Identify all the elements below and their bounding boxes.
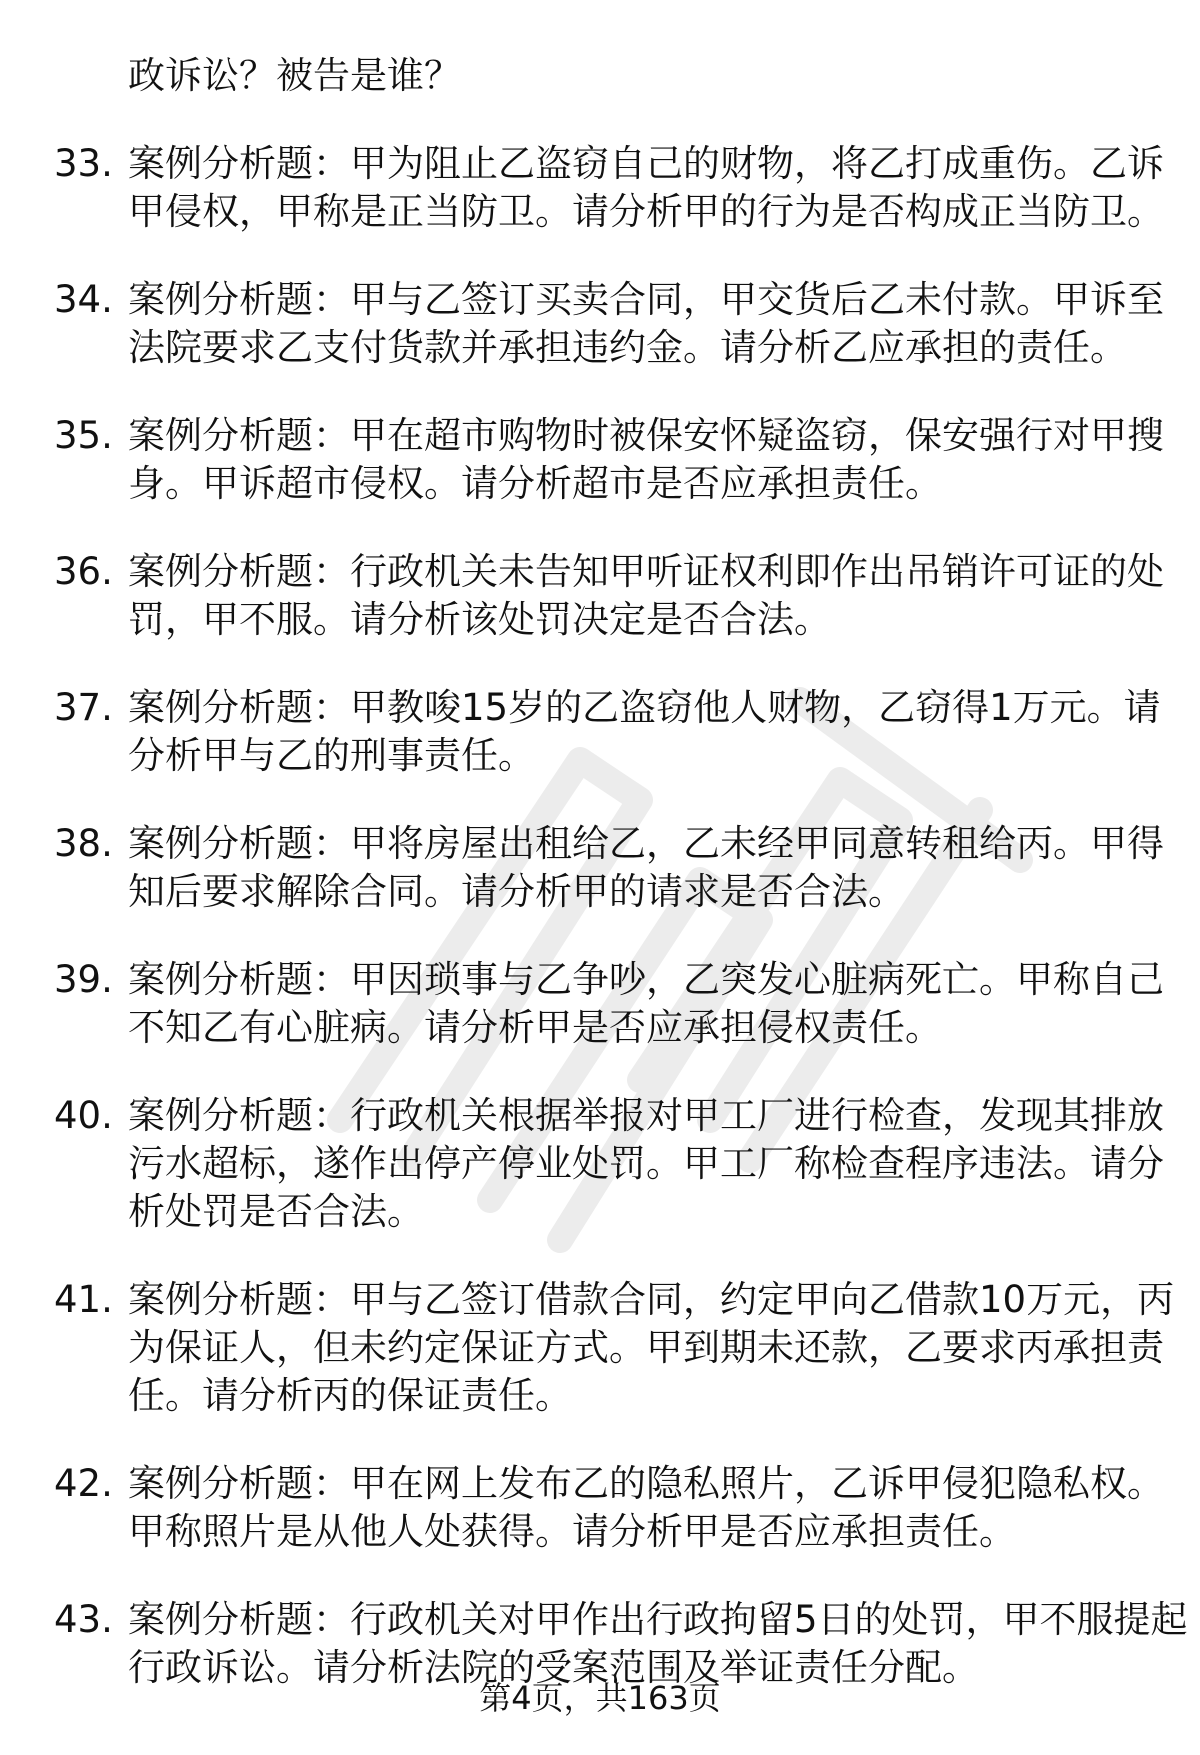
question-number: 42. — [54, 1462, 113, 1505]
question-text-line: 甲称照片是从他人处获得。请分析甲是否应承担责任。 — [128, 1510, 1016, 1553]
question-text-line: 案例分析题：甲在超市购物时被保安怀疑盗窃，保安强行对甲搜 — [128, 414, 1164, 457]
question-text-line: 案例分析题：行政机关未告知甲听证权利即作出吊销许可证的处 — [128, 550, 1164, 593]
question-text-line: 案例分析题：甲教唆15岁的乙盗窃他人财物，乙窃得1万元。请 — [128, 686, 1161, 729]
question-number: 34. — [54, 278, 113, 321]
question-text-line: 案例分析题：甲与乙签订买卖合同，甲交货后乙未付款。甲诉至 — [128, 278, 1164, 321]
question-number: 40. — [54, 1094, 113, 1137]
question-number: 39. — [54, 958, 113, 1001]
question-text-line: 甲侵权，甲称是正当防卫。请分析甲的行为是否构成正当防卫。 — [128, 190, 1164, 233]
question-number: 37. — [54, 686, 113, 729]
question-text-line: 不知乙有心脏病。请分析甲是否应承担侵权责任。 — [128, 1006, 942, 1049]
question-number: 43. — [54, 1598, 113, 1641]
continuation-line: 政诉讼？被告是谁？ — [128, 54, 461, 97]
page-number: 第4页，共163页 — [479, 1679, 721, 1717]
question-number: 33. — [54, 142, 113, 185]
question-text-line: 行政诉讼。请分析法院的受案范围及举证责任分配。 — [128, 1646, 979, 1689]
question-number: 41. — [54, 1278, 113, 1321]
question-text-line: 罚，甲不服。请分析该处罚决定是否合法。 — [128, 598, 831, 641]
question-number: 38. — [54, 822, 113, 865]
question-text-line: 案例分析题：甲因琐事与乙争吵，乙突发心脏病死亡。甲称自己 — [128, 958, 1164, 1001]
question-text-line: 案例分析题：甲为阻止乙盗窃自己的财物，将乙打成重伤。乙诉 — [128, 142, 1164, 185]
question-text-line: 法院要求乙支付货款并承担违约金。请分析乙应承担的责任。 — [128, 326, 1127, 369]
question-text-line: 任。请分析丙的保证责任。 — [128, 1374, 572, 1417]
question-text-line: 案例分析题：甲将房屋出租给乙，乙未经甲同意转租给丙。甲得 — [128, 822, 1164, 865]
question-text-line: 知后要求解除合同。请分析甲的请求是否合法。 — [128, 870, 905, 913]
question-text-line: 案例分析题：甲与乙签订借款合同，约定甲向乙借款10万元，丙 — [128, 1278, 1175, 1321]
question-number: 36. — [54, 550, 113, 593]
question-text-line: 为保证人，但未约定保证方式。甲到期未还款，乙要求丙承担责 — [128, 1326, 1164, 1369]
question-text-line: 案例分析题：行政机关对甲作出行政拘留5日的处罚，甲不服提起 — [128, 1598, 1188, 1641]
question-text-line: 身。甲诉超市侵权。请分析超市是否应承担责任。 — [128, 462, 942, 505]
question-text-line: 案例分析题：行政机关根据举报对甲工厂进行检查，发现其排放 — [128, 1094, 1164, 1137]
question-text-line: 案例分析题：甲在网上发布乙的隐私照片，乙诉甲侵犯隐私权。 — [128, 1462, 1164, 1505]
question-text-line: 析处罚是否合法。 — [128, 1190, 424, 1233]
question-number: 35. — [54, 414, 113, 457]
question-text-line: 污水超标，遂作出停产停业处罚。甲工厂称检查程序违法。请分 — [128, 1142, 1164, 1185]
question-text-line: 分析甲与乙的刑事责任。 — [128, 734, 535, 777]
